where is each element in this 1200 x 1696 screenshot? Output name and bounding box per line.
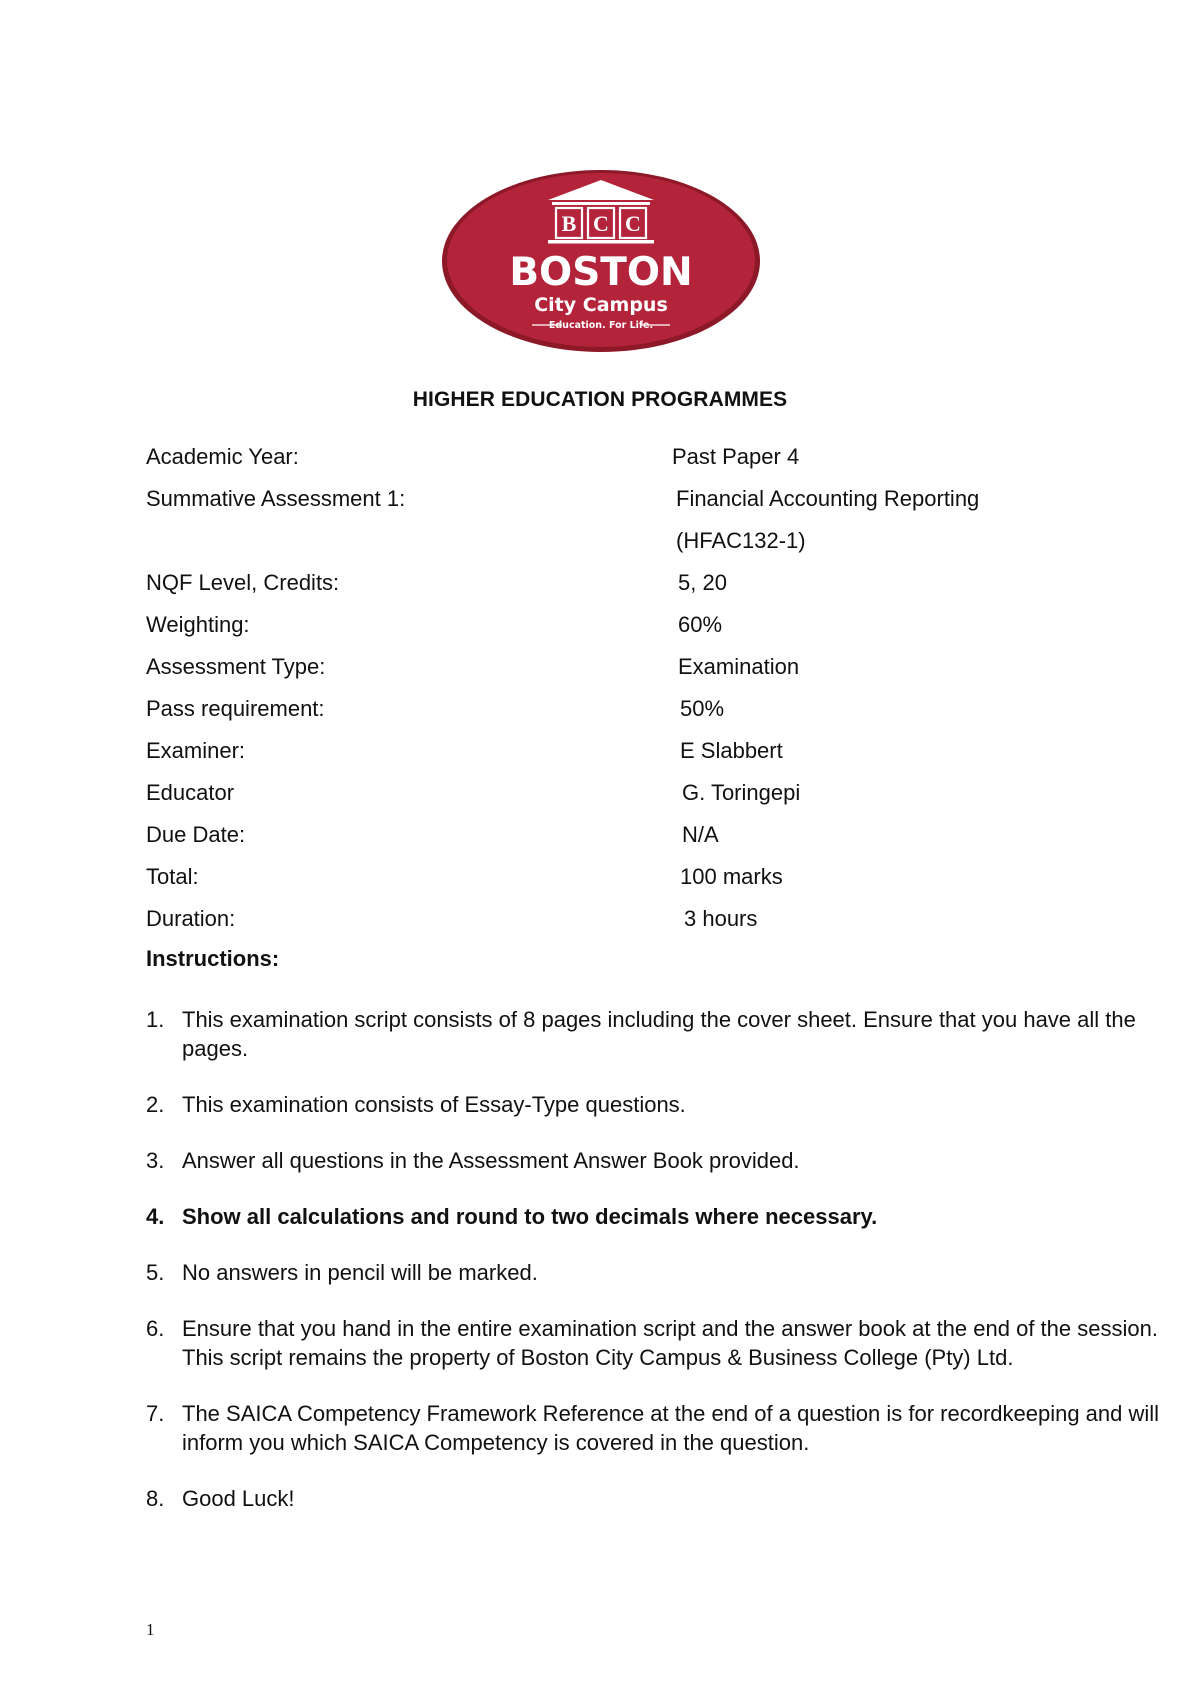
detail-label: Academic Year:: [146, 444, 299, 469]
detail-label: Duration:: [146, 906, 236, 931]
boston-city-campus-logo: [440, 168, 762, 353]
detail-value: G. Toringepi: [682, 780, 801, 805]
detail-row-assessment-type: [146, 653, 1086, 695]
detail-label: Weighting:: [146, 612, 250, 637]
detail-label: Total:: [146, 864, 199, 889]
instruction-text: This examination consists of Essay-Type questions.: [182, 1092, 686, 1117]
logo-tagline: Education. For Life.: [548, 320, 654, 331]
detail-label: Examiner:: [146, 738, 246, 763]
detail-row-educator: [146, 779, 1086, 821]
detail-label: Due Date:: [146, 822, 246, 847]
detail-row-summative-assessment: [146, 485, 1086, 569]
instruction-text: Show all calculations and round to two decimals where necessary.: [182, 1204, 878, 1229]
logo-subname: City Campus: [534, 294, 668, 316]
detail-label: NQF Level, Credits:: [146, 570, 340, 595]
detail-value: N/A: [682, 822, 719, 847]
instructions-title: Instructions:: [146, 946, 280, 971]
logo-name: BOSTON: [509, 250, 693, 295]
instruction-text: The SAICA Competency Framework Reference at the end of a question is for recordkeeping and will inform you which SAICA Competency is covered in the question.: [182, 1401, 1160, 1455]
detail-row-duration: [146, 905, 1086, 947]
instruction-item: [146, 1146, 1168, 1175]
page-title: HIGHER EDUCATION PROGRAMMES: [412, 388, 788, 411]
instruction-text: Good Luck!: [182, 1486, 295, 1511]
instruction-text: Answer all questions in the Assessment Answer Book provided.: [182, 1148, 800, 1173]
instruction-item: [146, 1258, 1168, 1287]
detail-row-due-date: [146, 821, 1086, 863]
detail-row-examiner: [146, 737, 1086, 779]
detail-row-nqf: [146, 569, 1086, 611]
instruction-number: 3.: [146, 1148, 165, 1173]
page-number: 1: [146, 1620, 155, 1639]
logo-monogram-b: B: [561, 211, 577, 236]
detail-value: 3 hours: [684, 906, 758, 931]
instruction-number: 1.: [146, 1007, 165, 1032]
instructions-list: [146, 1005, 1168, 1540]
instruction-number: 5.: [146, 1260, 165, 1285]
instruction-text: No answers in pencil will be marked.: [182, 1260, 538, 1285]
instruction-number: 8.: [146, 1486, 165, 1511]
detail-value: Past Paper 4: [672, 444, 800, 469]
detail-value: 60%: [678, 612, 723, 637]
detail-value: [676, 478, 979, 562]
detail-label: Summative Assessment 1:: [146, 486, 406, 511]
instruction-item: [146, 1202, 1168, 1231]
detail-value: E Slabbert: [680, 738, 783, 763]
detail-value-line: (HFAC132-1): [676, 528, 806, 553]
instruction-text: This examination script consists of 8 pages including the cover sheet. Ensure that you have all the pages.: [182, 1007, 1136, 1061]
instruction-number: 4.: [146, 1204, 165, 1229]
instruction-number: 2.: [146, 1092, 165, 1117]
detail-value: Examination: [678, 654, 800, 679]
instruction-number: 6.: [146, 1316, 165, 1341]
instruction-item: [146, 1090, 1168, 1119]
instruction-item: [146, 1005, 1168, 1063]
logo-monogram-c2: C: [625, 211, 641, 236]
instruction-item: [146, 1484, 1168, 1513]
detail-label: Assessment Type:: [146, 654, 326, 679]
detail-value: 50%: [680, 696, 725, 721]
instruction-item: [146, 1314, 1168, 1372]
assessment-details: [146, 443, 1086, 947]
instruction-number: 7.: [146, 1401, 165, 1426]
detail-row-weighting: [146, 611, 1086, 653]
detail-row-pass-requirement: [146, 695, 1086, 737]
detail-value: 5, 20: [678, 570, 727, 595]
detail-label: Pass requirement:: [146, 696, 325, 721]
detail-label: Educator: [146, 780, 235, 805]
logo-monogram-c1: C: [593, 211, 609, 236]
detail-value: 100 marks: [680, 864, 783, 889]
detail-row-total: [146, 863, 1086, 905]
instruction-text: Ensure that you hand in the entire examination script and the answer book at the end of the session. This script remains the property of Boston City Campus & Business College (Pty) Ltd.: [182, 1316, 1158, 1370]
detail-value-line: Financial Accounting Reporting: [676, 486, 980, 511]
instruction-item: [146, 1399, 1168, 1457]
